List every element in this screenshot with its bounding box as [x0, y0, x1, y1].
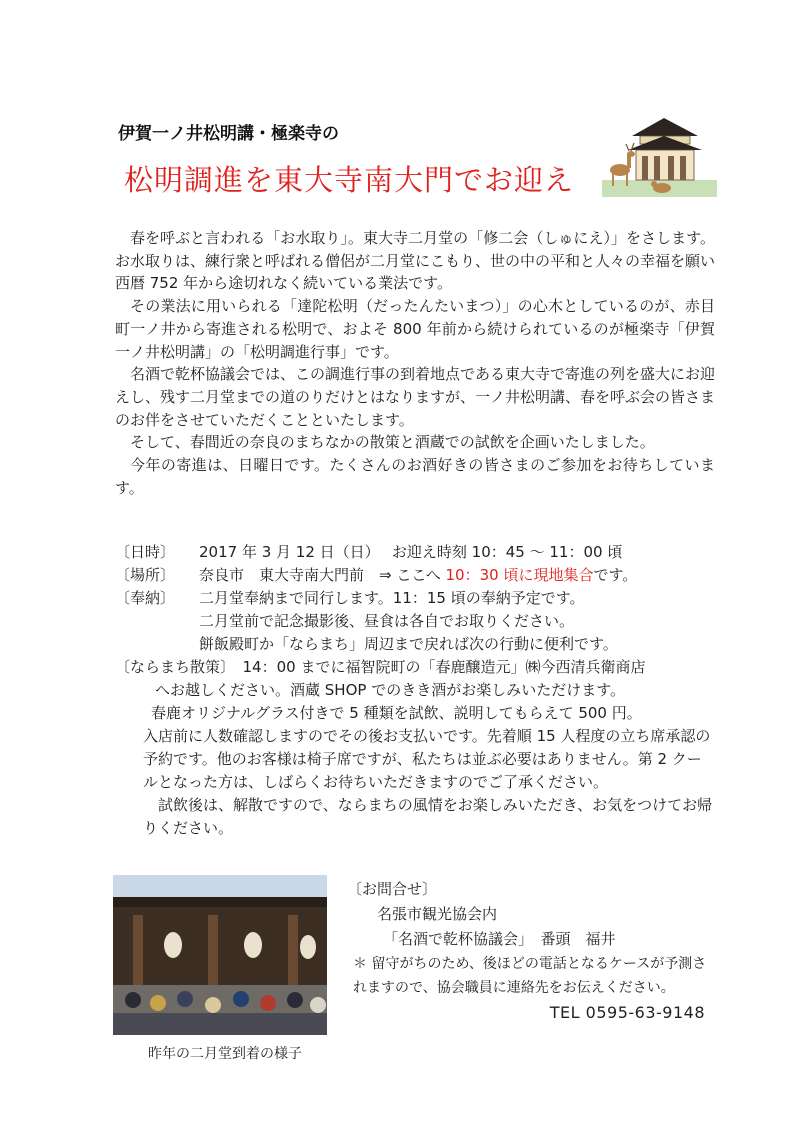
date-label: 〔日時〕 — [115, 543, 176, 561]
intro-paragraph: その業法に用いられる「達陀松明（だったんたいまつ）」の心木としているのが、赤目町一ノ井から寄進される松明で、およそ 800 年前から続けられているのが極楽寺「伊賀一ノ井松明講」の「松明調進行事」です。 — [115, 297, 715, 361]
event-title: 松明調進を東大寺南大門でお迎え — [124, 163, 575, 197]
walk-line: 入店前に人数確認しますのでその後お支払いです。先着順 15 人程度の立ち席承認の予約です。他のお客様は椅子席ですが、私たちは並ぶ必要はありません。第 2 クールとなった方は、しばらくお待ちいただきますのでご了承ください。 — [143, 727, 711, 791]
contact-phone: TEL 0595-63-9148 — [549, 1003, 705, 1022]
walk-label: 〔ならまち散策〕 — [115, 658, 228, 676]
place-value: 奈良市 東大寺南大門前 ⇒ ここへ — [199, 566, 446, 584]
intro-paragraph: 今年の寄進は、日曜日です。たくさんのお酒好きの皆さまのご参加をお待ちしています。 — [115, 456, 715, 497]
intro-paragraph: 春を呼ぶと言われる「お水取り」。東大寺二月堂の「修二会（しゅにえ）」をさします。お水取りは、練行衆と呼ばれる僧侶が二月堂にこもり、世の中の平和と人々の幸福を願い西暦 752 年から途切れなく続いている業法です。 — [115, 229, 716, 293]
walk-line: へお越しください。酒蔵 SHOP でのきき酒がお楽しみいただけます。 — [155, 681, 625, 699]
contact-note: ＊ 留守がちのため、後ほどの電話となるケースが予測されますので、協会職員に連絡先をお伝えください。 — [353, 956, 707, 996]
photo-illustration — [113, 875, 327, 1035]
place-label: 〔場所〕 — [115, 566, 176, 584]
place-suffix: です。 — [593, 566, 638, 584]
offering-label: 〔奉納〕 — [115, 589, 176, 607]
last-year-photo — [113, 875, 327, 1035]
contact-org: 名張市観光協会内 — [377, 905, 498, 923]
walk-line: 春鹿オリジナルグラス付きで 5 種類を試飲、説明してもらえて 500 円。 — [151, 704, 642, 722]
date-value: 2017 年 3 月 12 日（日） お迎え時刻 10：45 〜 11：00 頃 — [199, 543, 623, 561]
contact-block — [347, 877, 717, 1025]
photo-caption: 昨年の二月堂到着の様子 — [148, 1046, 302, 1062]
offering-line: 二月堂奉納まで同行します。11：15 頃の奉納予定です。 — [199, 589, 585, 607]
meeting-time-highlight: 10：30 頃に現地集合 — [445, 566, 594, 584]
event-details — [115, 541, 715, 840]
walk-row — [115, 656, 715, 679]
temple-deer-illustration — [602, 112, 717, 197]
event-subtitle: 伊賀一ノ井松明講・極楽寺の — [118, 124, 339, 144]
date-row — [115, 541, 715, 564]
walk-first-line: 14：00 までに福智院町の「春鹿醸造元」㈱今西清兵衛商店 — [227, 658, 646, 676]
intro-paragraph: そして、春間近の奈良のまちなかの散策と酒蔵での試飲を企画いたしました。 — [130, 433, 655, 452]
offering-line: 餅飯殿町か「ならまち」周辺まで戻れば次の行動に便利です。 — [199, 635, 618, 653]
contact-heading: 〔お問合せ〕 — [347, 880, 438, 898]
offering-row — [115, 587, 715, 610]
contact-group: 「名酒で乾杯協議会」 番頭 福井 — [383, 930, 616, 948]
offering-line: 二月堂前で記念撮影後、昼食は各自でお取りください。 — [199, 612, 575, 630]
walk-line: 試飲後は、解散ですので、ならまちの風情をお楽しみいただき、お気をつけてお帰りください。 — [143, 796, 713, 837]
intro-paragraph: 名酒で乾杯協議会では、この調進行事の到着地点である東大寺で寄進の列を盛大にお迎えし、残す二月堂までの道のりだけとはなりますが、一ノ井松明講、春を呼ぶ会の皆さまのお伴をさせていただくことといたします。 — [115, 365, 716, 429]
place-row — [115, 564, 715, 587]
intro-text — [115, 227, 715, 499]
